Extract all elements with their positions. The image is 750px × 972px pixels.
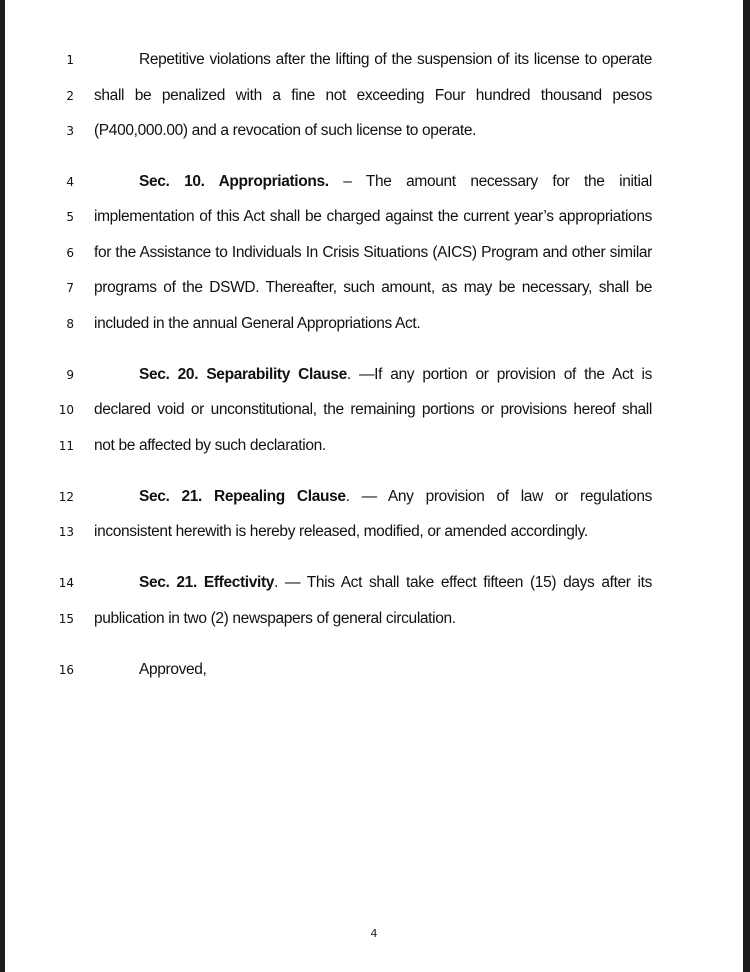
text-line: shall be penalized with a fine not exceeding Four hundred thousand pesos xyxy=(94,87,652,104)
line-number: 5 xyxy=(66,210,74,224)
line-number: 11 xyxy=(58,439,74,453)
section-title: Sec. 10. Appropriations. xyxy=(139,173,329,190)
text-span: – The amount necessary for the initial xyxy=(328,173,652,190)
section-heading-line xyxy=(94,366,652,384)
text-line: for the Assistance to Individuals In Crisis Situations (AICS) Program and other similar xyxy=(94,244,652,261)
line-number: 16 xyxy=(58,663,74,677)
text-line: publication in two (2) newspapers of general circulation. xyxy=(94,610,456,627)
text-line: not be affected by such declaration. xyxy=(94,437,326,454)
text-line: Repetitive violations after the lifting of the suspension of its license to operate xyxy=(139,51,652,68)
line-number: 2 xyxy=(66,89,74,103)
line-number: 9 xyxy=(66,368,74,382)
line-number: 3 xyxy=(66,124,74,138)
section-heading-line xyxy=(94,488,652,506)
line-number: 14 xyxy=(58,576,74,590)
text-line: inconsistent herewith is hereby released, modified, or amended accordingly. xyxy=(94,523,588,540)
text-line: implementation of this Act shall be charged against the current year’s appropriations xyxy=(94,208,652,225)
line-number: 15 xyxy=(58,612,74,626)
line-number: 6 xyxy=(66,246,74,260)
page-number: 4 xyxy=(370,927,378,940)
section-title: Sec. 20. Separability Clause xyxy=(139,366,347,383)
line-number: 7 xyxy=(66,281,74,295)
section-heading-line xyxy=(94,574,652,592)
text-span: . — This Act shall take effect fifteen (15) days after its xyxy=(274,574,652,591)
text-line: Approved, xyxy=(139,661,207,678)
line-number: 4 xyxy=(66,175,74,189)
section-title: Sec. 21. Effectivity xyxy=(139,574,275,591)
section-heading-line xyxy=(94,173,652,191)
text-line: included in the annual General Appropriations Act. xyxy=(94,315,421,332)
text-line: (P400,000.00) and a revocation of such license to operate. xyxy=(94,122,477,139)
line-number: 1 xyxy=(66,53,74,67)
line-number: 8 xyxy=(66,317,74,331)
document-page xyxy=(5,0,743,972)
text-line: programs of the DSWD. Thereafter, such amount, as may be necessary, shall be xyxy=(94,279,652,296)
text-span: . —If any portion or provision of the Act is xyxy=(346,366,652,383)
text-span: . — Any provision of law or regulations xyxy=(345,488,652,505)
line-number: 12 xyxy=(58,490,74,504)
line-number: 13 xyxy=(58,525,74,539)
text-line: declared void or unconstitutional, the remaining portions or provisions hereof shall xyxy=(94,401,652,418)
line-number: 10 xyxy=(58,403,74,417)
section-title: Sec. 21. Repealing Clause xyxy=(139,488,346,505)
